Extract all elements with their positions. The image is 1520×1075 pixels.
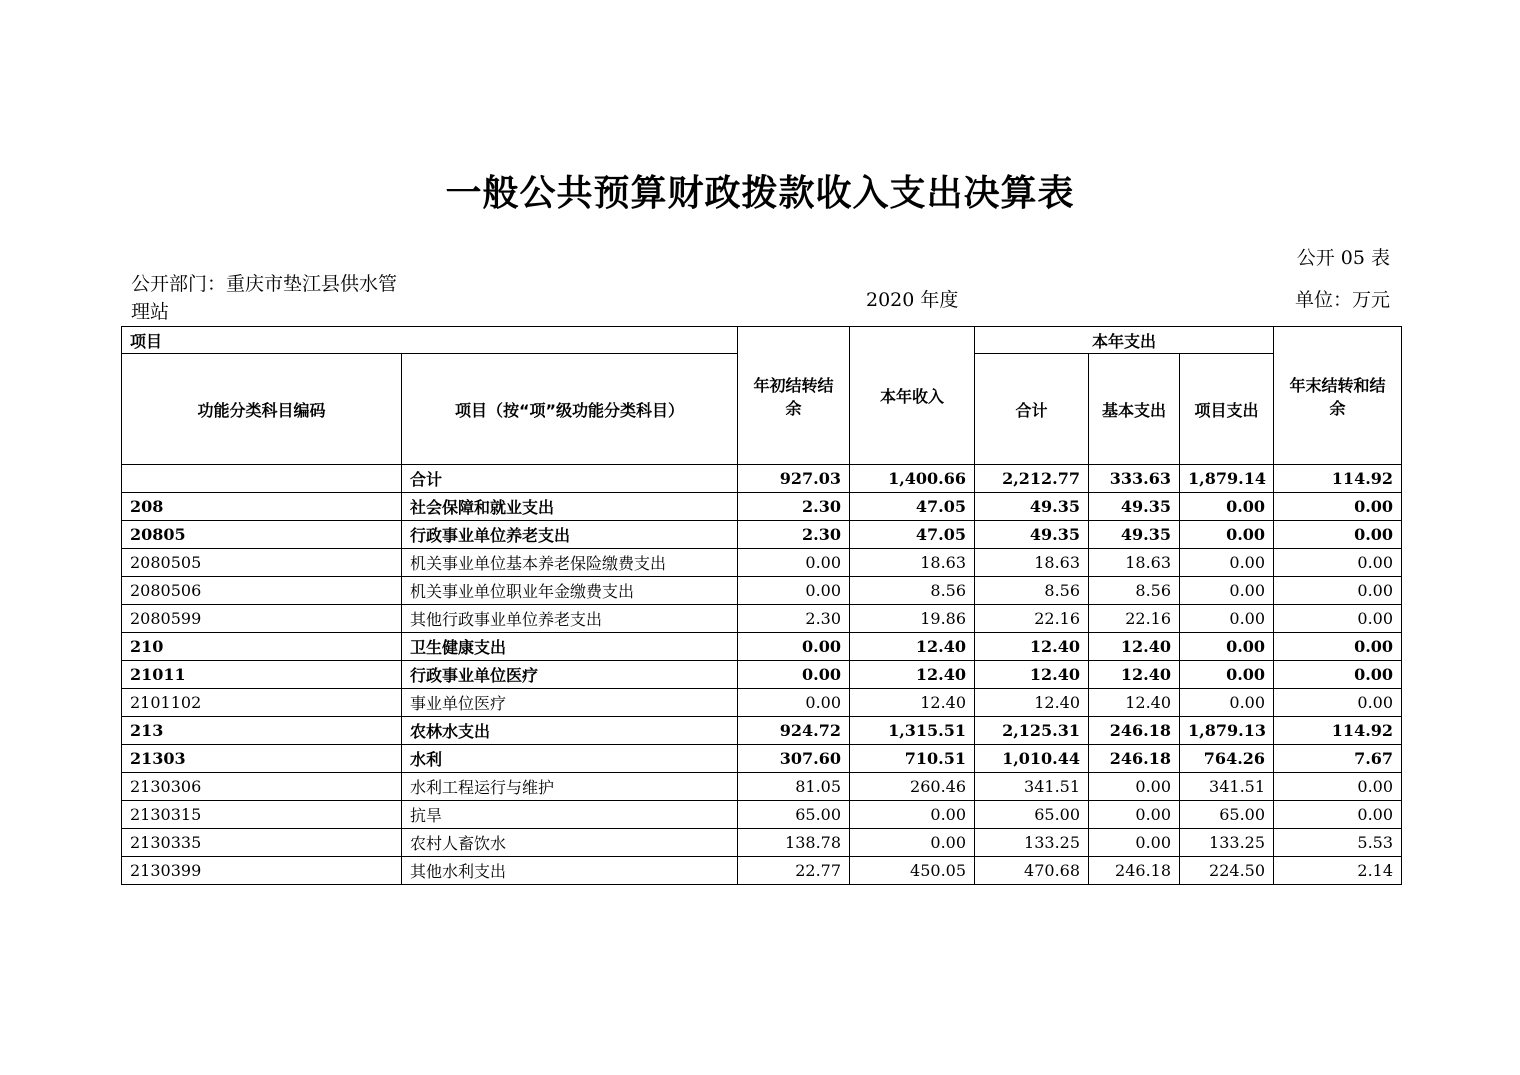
cell-total: 65.00	[975, 801, 1089, 829]
cell-code: 2130335	[122, 829, 402, 857]
cell-end: 0.00	[1274, 577, 1402, 605]
table-row	[122, 633, 1402, 661]
cell-basic: 22.16	[1089, 605, 1180, 633]
cell-income: 12.40	[850, 661, 975, 689]
cell-income: 12.40	[850, 689, 975, 717]
cell-code: 2130306	[122, 773, 402, 801]
cell-income: 0.00	[850, 801, 975, 829]
cell-income: 8.56	[850, 577, 975, 605]
cell-begin: 65.00	[738, 801, 850, 829]
cell-code: 2080506	[122, 577, 402, 605]
cell-basic: 333.63	[1089, 465, 1180, 493]
cell-code: 210	[122, 633, 402, 661]
cell-begin: 2.30	[738, 493, 850, 521]
cell-begin: 0.00	[738, 577, 850, 605]
cell-basic: 18.63	[1089, 549, 1180, 577]
header-code: 功能分类科目编码	[122, 354, 402, 465]
cell-name: 行政事业单位医疗	[402, 661, 738, 689]
cell-end: 0.00	[1274, 633, 1402, 661]
cell-code: 21011	[122, 661, 402, 689]
cell-income: 1,315.51	[850, 717, 975, 745]
cell-end: 0.00	[1274, 689, 1402, 717]
cell-income: 18.63	[850, 549, 975, 577]
cell-total: 49.35	[975, 493, 1089, 521]
cell-income: 450.05	[850, 857, 975, 885]
table-row	[122, 549, 1402, 577]
cell-project: 224.50	[1180, 857, 1274, 885]
cell-name: 其他水利支出	[402, 857, 738, 885]
table-row	[122, 745, 1402, 773]
cell-income: 1,400.66	[850, 465, 975, 493]
cell-income: 260.46	[850, 773, 975, 801]
cell-total: 12.40	[975, 633, 1089, 661]
table-row	[122, 801, 1402, 829]
cell-end: 0.00	[1274, 801, 1402, 829]
table-row	[122, 829, 1402, 857]
cell-begin: 0.00	[738, 689, 850, 717]
cell-basic: 0.00	[1089, 829, 1180, 857]
cell-end: 7.67	[1274, 745, 1402, 773]
table-row	[122, 521, 1402, 549]
table-row	[122, 577, 1402, 605]
cell-begin: 0.00	[738, 549, 850, 577]
table-row	[122, 717, 1402, 745]
cell-begin: 924.72	[738, 717, 850, 745]
cell-basic: 8.56	[1089, 577, 1180, 605]
table-row	[122, 605, 1402, 633]
cell-project: 0.00	[1180, 521, 1274, 549]
cell-begin: 2.30	[738, 605, 850, 633]
header-basic: 基本支出	[1089, 354, 1180, 465]
cell-project: 0.00	[1180, 661, 1274, 689]
cell-project: 0.00	[1180, 605, 1274, 633]
cell-income: 0.00	[850, 829, 975, 857]
table-row	[122, 661, 1402, 689]
cell-name: 机关事业单位职业年金缴费支出	[402, 577, 738, 605]
table-number: 公开 05 表	[1296, 247, 1390, 269]
page-title: 一般公共预算财政拨款收入支出决算表	[445, 173, 1075, 214]
budget-table	[121, 326, 1402, 885]
cell-basic: 49.35	[1089, 521, 1180, 549]
cell-name: 农林水支出	[402, 717, 738, 745]
cell-end: 0.00	[1274, 521, 1402, 549]
cell-end: 0.00	[1274, 605, 1402, 633]
cell-code: 2101102	[122, 689, 402, 717]
cell-end: 2.14	[1274, 857, 1402, 885]
table-row	[122, 493, 1402, 521]
unit-label: 单位：万元	[1294, 289, 1390, 311]
header-item: 项目	[122, 327, 738, 354]
table-row	[122, 689, 1402, 717]
cell-project: 1,879.13	[1180, 717, 1274, 745]
cell-code: 208	[122, 493, 402, 521]
table-row	[122, 857, 1402, 885]
cell-basic: 246.18	[1089, 857, 1180, 885]
cell-project: 1,879.14	[1180, 465, 1274, 493]
cell-name: 社会保障和就业支出	[402, 493, 738, 521]
cell-name: 其他行政事业单位养老支出	[402, 605, 738, 633]
cell-begin: 0.00	[738, 633, 850, 661]
cell-project: 341.51	[1180, 773, 1274, 801]
cell-total: 470.68	[975, 857, 1089, 885]
cell-project: 0.00	[1180, 577, 1274, 605]
cell-code: 21303	[122, 745, 402, 773]
cell-total: 22.16	[975, 605, 1089, 633]
cell-project: 0.00	[1180, 549, 1274, 577]
header-project: 项目支出	[1180, 354, 1274, 465]
cell-name: 卫生健康支出	[402, 633, 738, 661]
cell-code: 2130399	[122, 857, 402, 885]
table-row	[122, 465, 1402, 493]
cell-begin: 2.30	[738, 521, 850, 549]
header-total: 合计	[975, 354, 1089, 465]
cell-name: 行政事业单位养老支出	[402, 521, 738, 549]
cell-begin: 138.78	[738, 829, 850, 857]
cell-total: 341.51	[975, 773, 1089, 801]
cell-code: 20805	[122, 521, 402, 549]
cell-name: 合计	[402, 465, 738, 493]
cell-begin: 81.05	[738, 773, 850, 801]
department-label: 公开部门：重庆市垫江县供水管理站	[131, 273, 398, 323]
cell-begin: 307.60	[738, 745, 850, 773]
cell-end: 114.92	[1274, 465, 1402, 493]
cell-project: 764.26	[1180, 745, 1274, 773]
cell-name: 农村人畜饮水	[402, 829, 738, 857]
cell-end: 0.00	[1274, 773, 1402, 801]
cell-end: 0.00	[1274, 661, 1402, 689]
cell-basic: 12.40	[1089, 689, 1180, 717]
cell-income: 47.05	[850, 521, 975, 549]
table-body	[122, 465, 1402, 885]
cell-name: 抗旱	[402, 801, 738, 829]
cell-project: 65.00	[1180, 801, 1274, 829]
header-name: 项目（按“项”级功能分类科目）	[402, 354, 738, 465]
cell-income: 12.40	[850, 633, 975, 661]
cell-total: 1,010.44	[975, 745, 1089, 773]
cell-project: 133.25	[1180, 829, 1274, 857]
cell-begin: 927.03	[738, 465, 850, 493]
cell-basic: 0.00	[1089, 801, 1180, 829]
cell-total: 49.35	[975, 521, 1089, 549]
cell-basic: 12.40	[1089, 633, 1180, 661]
cell-end: 5.53	[1274, 829, 1402, 857]
table-row	[122, 773, 1402, 801]
cell-total: 2,212.77	[975, 465, 1089, 493]
cell-name: 水利工程运行与维护	[402, 773, 738, 801]
cell-income: 47.05	[850, 493, 975, 521]
cell-basic: 0.00	[1089, 773, 1180, 801]
cell-code	[122, 465, 402, 493]
cell-code: 2130315	[122, 801, 402, 829]
cell-income: 19.86	[850, 605, 975, 633]
header-expense-group: 本年支出	[975, 327, 1274, 354]
cell-end: 0.00	[1274, 493, 1402, 521]
cell-total: 8.56	[975, 577, 1089, 605]
cell-end: 114.92	[1274, 717, 1402, 745]
cell-basic: 246.18	[1089, 717, 1180, 745]
cell-total: 18.63	[975, 549, 1089, 577]
cell-total: 2,125.31	[975, 717, 1089, 745]
cell-total: 12.40	[975, 689, 1089, 717]
cell-project: 0.00	[1180, 493, 1274, 521]
cell-basic: 246.18	[1089, 745, 1180, 773]
cell-name: 水利	[402, 745, 738, 773]
cell-end: 0.00	[1274, 549, 1402, 577]
cell-total: 12.40	[975, 661, 1089, 689]
cell-begin: 0.00	[738, 661, 850, 689]
fiscal-year: 2020 年度	[866, 289, 959, 311]
header-end-balance: 年末结转和结余	[1274, 327, 1402, 465]
cell-begin: 22.77	[738, 857, 850, 885]
cell-total: 133.25	[975, 829, 1089, 857]
cell-income: 710.51	[850, 745, 975, 773]
cell-code: 2080505	[122, 549, 402, 577]
cell-name: 事业单位医疗	[402, 689, 738, 717]
cell-basic: 12.40	[1089, 661, 1180, 689]
cell-code: 213	[122, 717, 402, 745]
header-begin-balance: 年初结转结余	[738, 327, 850, 465]
cell-name: 机关事业单位基本养老保险缴费支出	[402, 549, 738, 577]
table-header	[122, 327, 1402, 465]
header-income: 本年收入	[850, 327, 975, 465]
cell-code: 2080599	[122, 605, 402, 633]
cell-basic: 49.35	[1089, 493, 1180, 521]
cell-project: 0.00	[1180, 689, 1274, 717]
cell-project: 0.00	[1180, 633, 1274, 661]
